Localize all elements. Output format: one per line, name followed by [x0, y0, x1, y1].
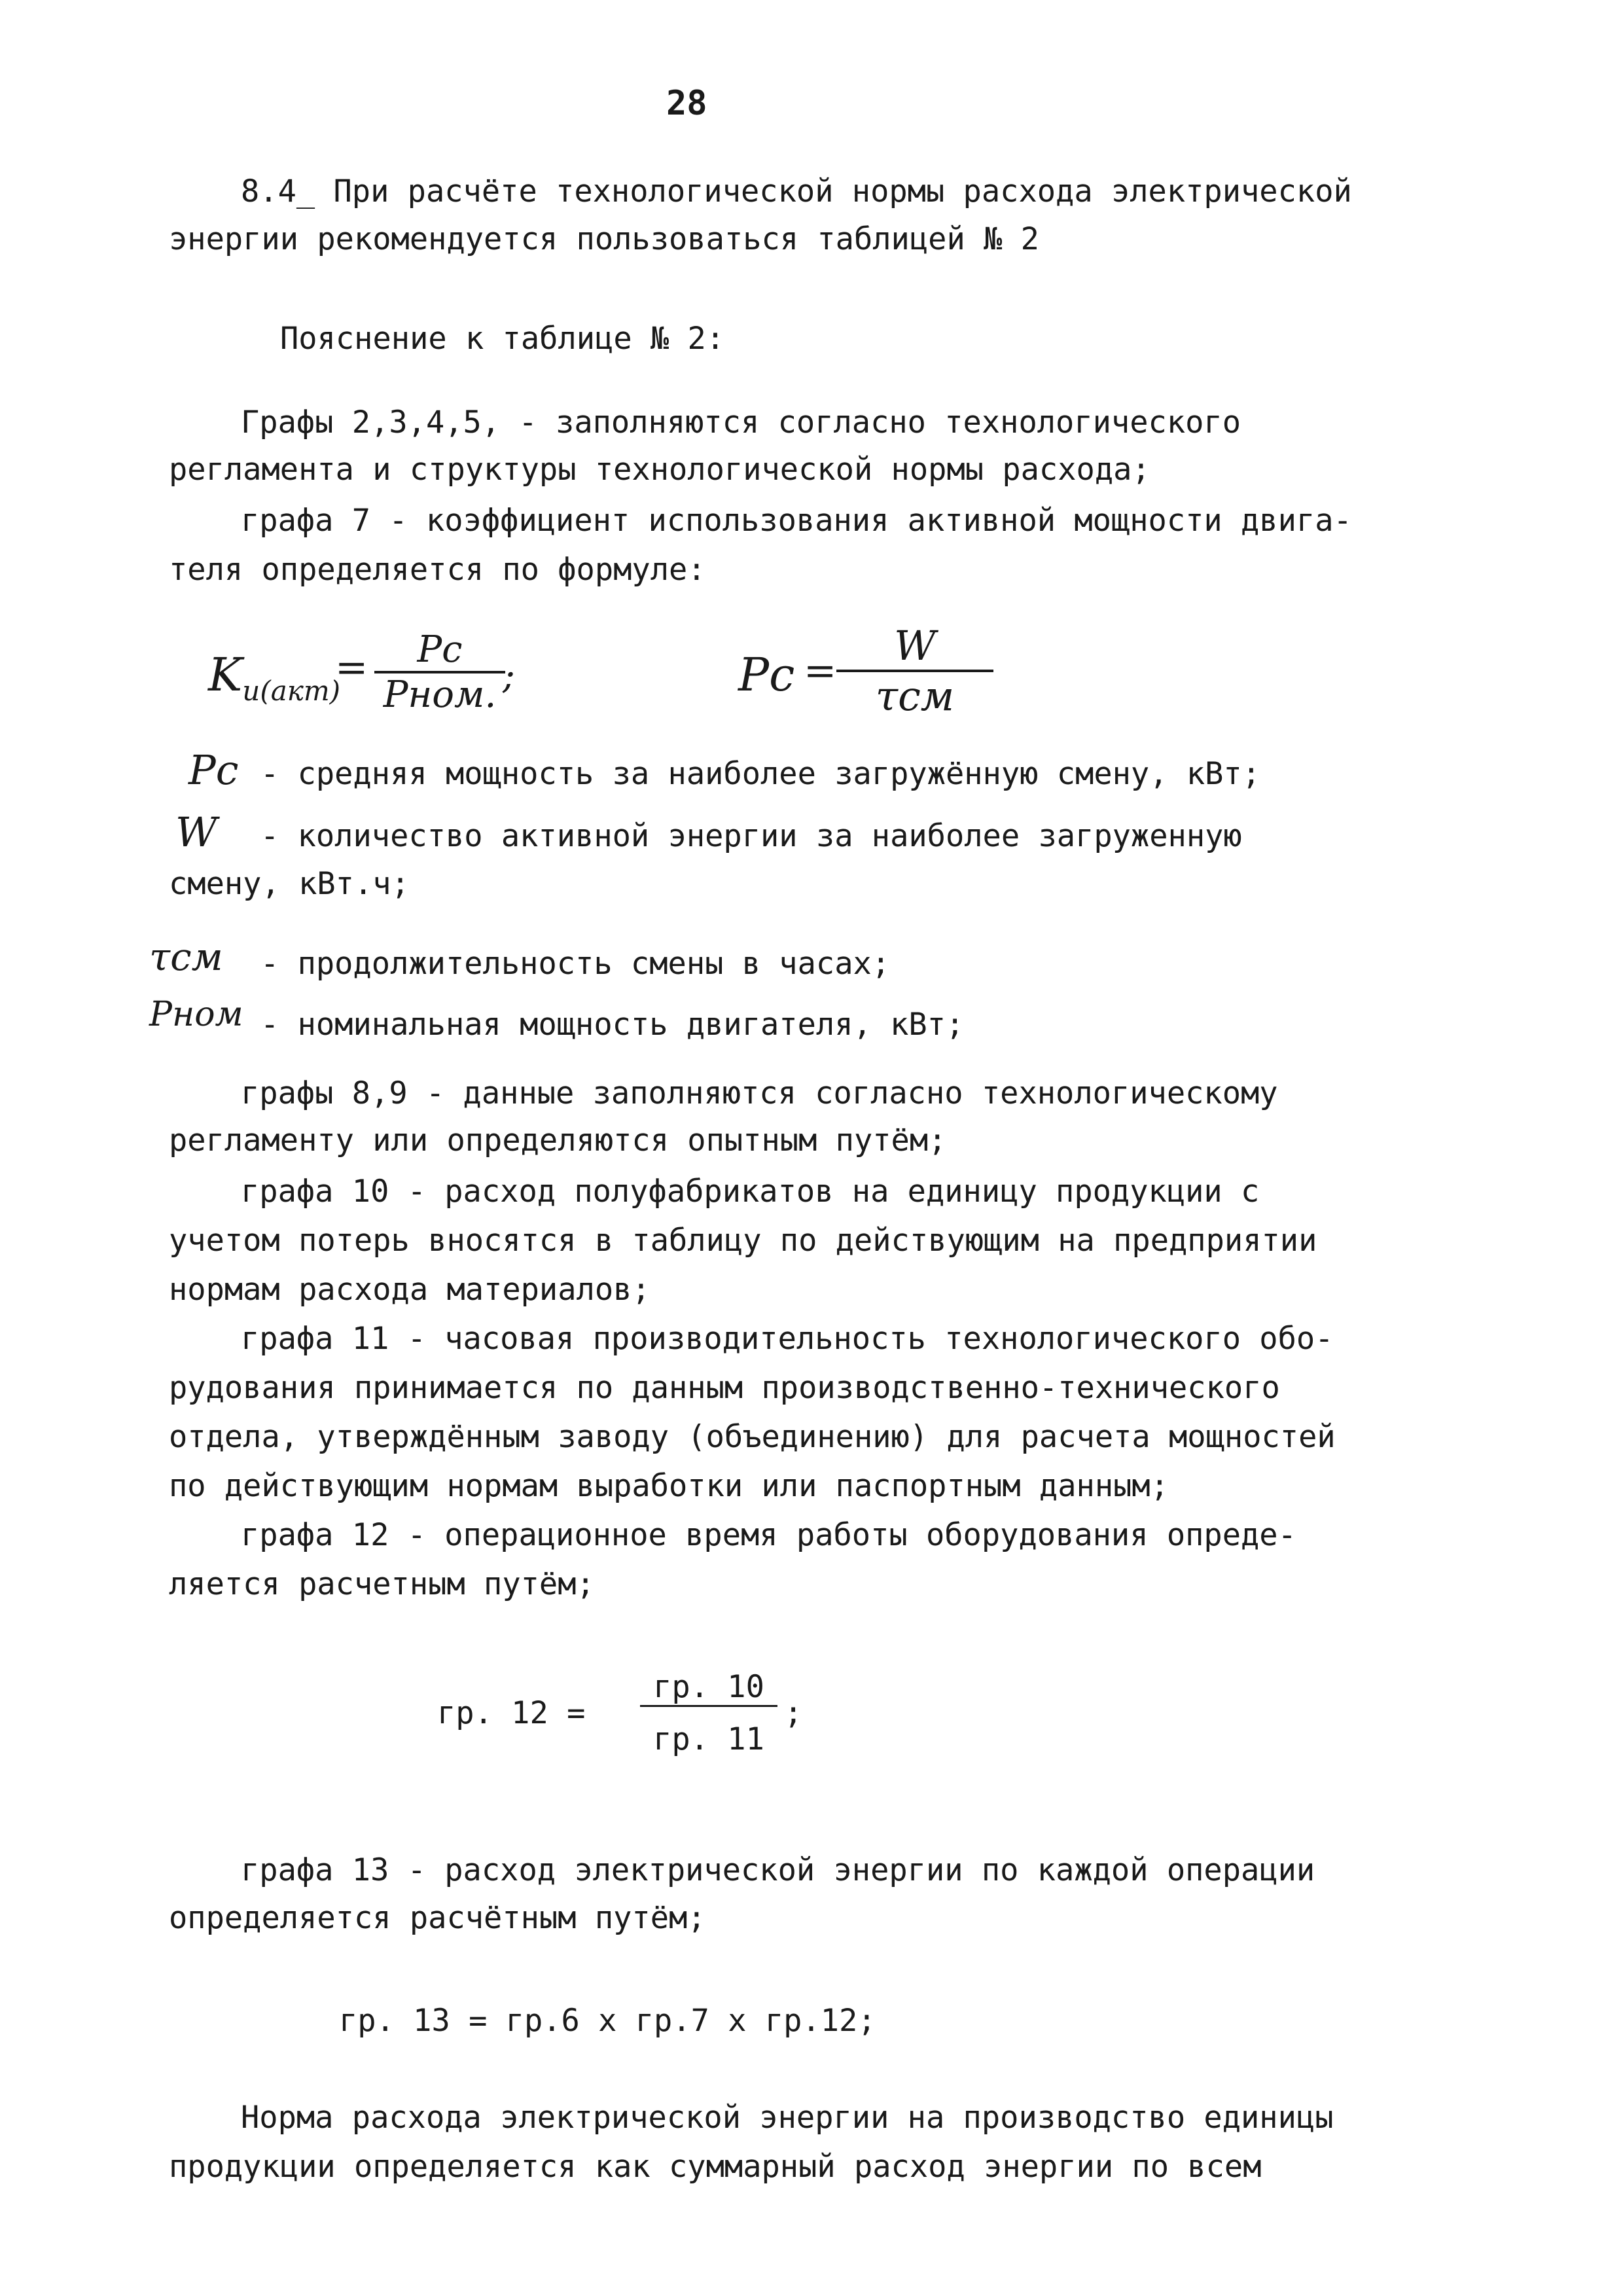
- formula-12-bar: [640, 1705, 777, 1707]
- def-text-tau: - продолжительность смены в часах;: [260, 946, 891, 982]
- formula-p-lhs: Pс: [738, 648, 795, 702]
- formula-k: [208, 648, 341, 707]
- columns-2-5-line-1: Графы 2,3,4,5, - заполняются согласно технологического: [241, 404, 1241, 440]
- column-11-line-4: по действующим нормам выработки или паспортным данным;: [169, 1468, 1169, 1504]
- column-10-line-3: нормам расхода материалов;: [169, 1272, 651, 1308]
- formula-12-numerator: гр. 10: [653, 1669, 764, 1705]
- formula-12-denominator: гр. 11: [653, 1721, 764, 1757]
- def-symbol-pnom: Pном: [149, 995, 243, 1034]
- columns-2-5-line-2: регламента и структуры технологической нормы расхода;: [169, 452, 1150, 488]
- def-symbol-tau: τсм: [149, 935, 223, 979]
- def-text-pnom: - номинальная мощность двигателя, кВт;: [260, 1007, 965, 1043]
- def-text-pc: - средняя мощность за наиболее загружённую смену, кВт;: [260, 756, 1261, 792]
- formula-k-eq: =: [335, 645, 368, 691]
- column-7-line-1: графа 7 - коэффициент использования активной мощности двига-: [241, 503, 1352, 539]
- intro-line-2: энергии рекомендуется пользоваться таблицей № 2: [169, 221, 1039, 257]
- column-12-line-1: графа 12 - операционное время работы оборудования опреде-: [241, 1517, 1296, 1553]
- column-10-line-1: графа 10 - расход полуфабрикатов на единицу продукции с: [241, 1174, 1260, 1210]
- def-symbol-pc: Pс: [188, 746, 239, 794]
- formula-k-tail: ;: [503, 655, 515, 697]
- formula-k-fraction: [374, 628, 505, 716]
- page-number: 28: [666, 84, 707, 123]
- column-7-line-2: теля определяется по формуле:: [169, 552, 706, 588]
- column-11-line-3: отдела, утверждённым заводу (объединению) для расчета мощностей: [169, 1419, 1336, 1455]
- formula-12-tail: ;: [784, 1695, 803, 1731]
- def-text-w-cont: смену, кВт.ч;: [169, 866, 410, 902]
- def-text-w: - количество активной энергии за наиболее загруженную: [260, 818, 1242, 854]
- formula-12-fraction: [640, 1669, 777, 1757]
- column-11-line-1: графа 11 - часовая производительность технологического обо-: [241, 1321, 1334, 1357]
- formula-p-denominator: τсм: [875, 672, 955, 720]
- formula-12-lhs: гр. 12 =: [437, 1695, 586, 1731]
- column-12-line-2: ляется расчетным путём;: [169, 1566, 595, 1602]
- column-13-line-2: определяется расчётным путём;: [169, 1900, 706, 1936]
- norm-line-1: Норма расхода электрической энергии на производство единицы: [241, 2100, 1334, 2136]
- def-symbol-w: W: [175, 808, 217, 856]
- formula-p-numerator: W: [894, 622, 936, 670]
- formula-k-lhs: K: [208, 648, 243, 702]
- formula-p-fraction: [836, 622, 993, 720]
- formula-13: гр. 13 = гр.6 х гр.7 х гр.12;: [339, 2003, 876, 2039]
- intro-line-1: 8.4_ При расчёте технологической нормы расхода электрической: [241, 173, 1352, 209]
- formula-k-numerator: Pс: [417, 628, 463, 671]
- column-13-line-1: графа 13 - расход электрической энергии по каждой операции: [241, 1852, 1315, 1888]
- columns-8-9-line-1: графы 8,9 - данные заполняются согласно технологическому: [241, 1075, 1278, 1111]
- column-11-line-2: рудования принимается по данным производственно-технического: [169, 1370, 1280, 1406]
- columns-8-9-line-2: регламенту или определяются опытным путём;: [169, 1122, 947, 1158]
- formula-k-lhs-sub: и(акт): [242, 674, 341, 707]
- column-10-line-2: учетом потерь вносятся в таблицу по действующим на предприятии: [169, 1223, 1317, 1259]
- explanation-heading: Пояснение к таблице № 2:: [280, 321, 725, 357]
- norm-line-2: продукции определяется как суммарный расход энергии по всем: [169, 2149, 1262, 2185]
- formula-k-denominator: Pном.: [383, 673, 497, 716]
- formula-p-eq: =: [804, 648, 837, 694]
